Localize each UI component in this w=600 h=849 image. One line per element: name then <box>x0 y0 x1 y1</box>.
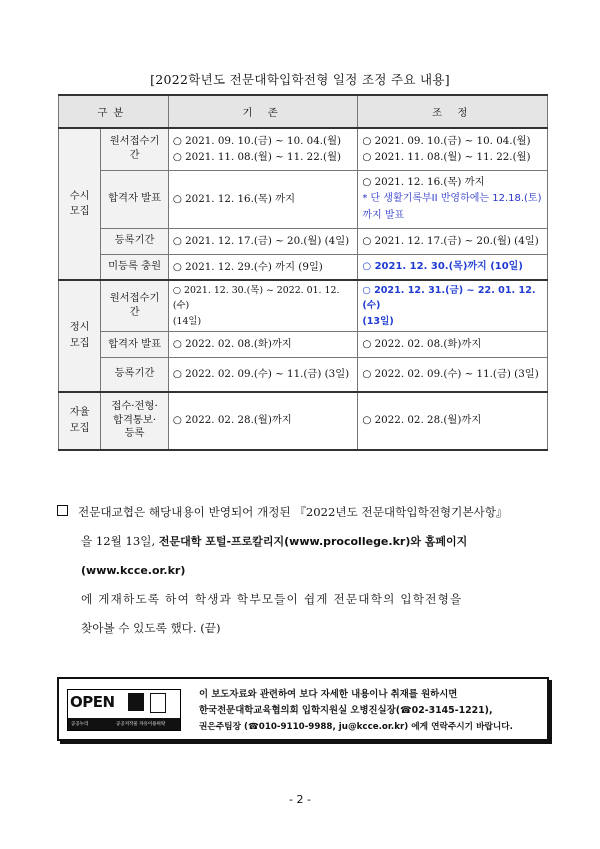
header-category: 구분 <box>59 95 169 128</box>
para-line: 전문대교협은 해당내용이 반영되어 개정된 『2022년도 전문대학입학전형기본사항』 <box>78 505 508 519</box>
open-license-logo <box>67 689 181 731</box>
old-value: ○ 2021. 09. 10.(금) ~ 10. 04.(월) ○ 2021. 11. 08.(월) ~ 11. 22.(월) <box>168 128 358 170</box>
old-value: ○ 2021. 12. 30.(목) ~ 2022. 01. 12.(수) (14일) <box>168 280 358 332</box>
checkbox-square-icon <box>57 505 68 516</box>
row-item: 등록기간 <box>101 228 169 254</box>
logo-subtext: 공공저작물 자유이용허락 <box>116 722 166 727</box>
para-line: 을 12월 13일, <box>81 534 159 548</box>
attribution-icon <box>128 693 144 711</box>
old-value: ○ 2022. 02. 08.(화)까지 <box>168 332 358 358</box>
new-value: ○ 2021. 12. 30.(목)까지 (10일) <box>358 254 548 280</box>
noncommercial-icon <box>150 693 166 713</box>
new-value: ○ 2022. 02. 09.(수) ~ 11.(금) (3일) <box>358 358 548 392</box>
header-existing: 기 존 <box>168 95 358 128</box>
new-value: ○ 2021. 12. 31.(금) ~ 22. 01. 12.(수) (13일) <box>358 280 548 332</box>
row-item: 합격자 발표 <box>101 170 169 228</box>
page-title: [2022학년도 전문대학입학전형 일정 조정 주요 내용] <box>150 72 450 87</box>
para-line: 찾아볼 수 있도록 했다. (끝) <box>81 621 221 635</box>
contact-text <box>199 687 513 735</box>
row-item: 미등록 충원 <box>101 254 169 280</box>
category-jayul: 자율 모집 <box>59 392 101 450</box>
portal-links: 전문대학 포털-프로칼리지(www.procollege.kr)와 홈페이지(www.kcce.or.kr) <box>81 535 468 577</box>
new-value: ○ 2022. 02. 08.(화)까지 <box>358 332 548 358</box>
old-value: ○ 2022. 02. 28.(월)까지 <box>168 392 358 450</box>
contact-line: 권은주팀장 (☎010-9110-9988, ju@kcce.or.kr) 에게 연락주시기 바랍니다. <box>199 722 513 732</box>
new-value: ○ 2021. 12. 17.(금) ~ 20.(월) (4일) <box>358 228 548 254</box>
old-value: ○ 2022. 02. 09.(수) ~ 11.(금) (3일) <box>168 358 358 392</box>
category-jeongsi: 정시 모집 <box>59 280 101 392</box>
row-item: 합격자 발표 <box>101 332 169 358</box>
new-value: ○ 2022. 02. 28.(월)까지 <box>358 392 548 450</box>
row-item: 등록기간 <box>101 358 169 392</box>
note-text: * 단 생활기록부II 반영하에는 12.18.(토)까지 발표 <box>362 193 542 222</box>
old-value: ○ 2021. 12. 17.(금) ~ 20.(월) (4일) <box>168 228 358 254</box>
logo-subtext: 공공누리 <box>71 722 89 727</box>
row-item: 원서접수기간 <box>101 280 169 332</box>
contact-line: 한국전문대학교육협의회 입학지원실 오병진실장(☎02-3145-1221), <box>199 705 493 716</box>
contact-line: 이 보도자료와 관련하여 보다 자세한 내용이나 취재를 원하시면 <box>199 689 458 700</box>
schedule-table <box>58 94 548 451</box>
new-value: ○ 2021. 09. 10.(금) ~ 10. 04.(월) ○ 2021. 11. 08.(월) ~ 11. 22.(월) <box>358 128 548 170</box>
para-line: 에 게재하도록 하여 학생과 학부모들이 쉽게 전문대학의 입학전형을 <box>81 592 463 606</box>
row-item: 원서접수기간 <box>101 128 169 170</box>
new-value: ○ 2021. 12. 16.(목) 까지 * 단 생활기록부II 반영하에는 12.18.(토)까지 발표 <box>358 170 548 228</box>
logo-text: OPEN <box>70 693 115 711</box>
body-paragraph <box>57 498 547 643</box>
category-susi: 수시 모집 <box>59 128 101 280</box>
contact-box <box>57 677 549 741</box>
old-value: ○ 2021. 12. 29.(수) 까지 (9일) <box>168 254 358 280</box>
page-number: - 2 - <box>289 793 311 806</box>
row-item: 접수·전형· 합격통보· 등록 <box>101 392 169 450</box>
old-value: ○ 2021. 12. 16.(목) 까지 <box>168 170 358 228</box>
header-adjusted: 조 정 <box>358 95 548 128</box>
